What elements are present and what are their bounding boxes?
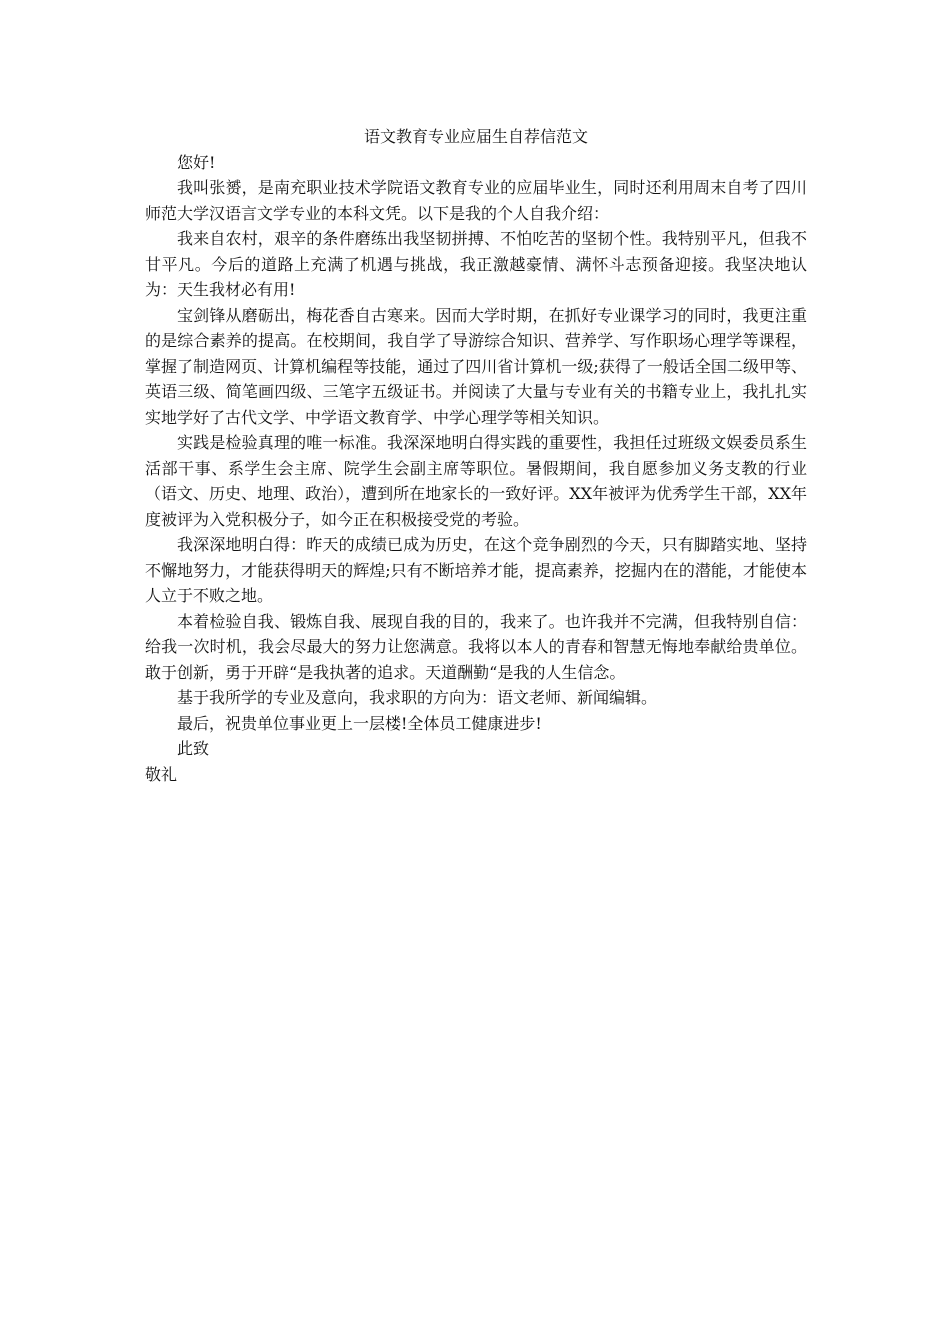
closing-jingli: 敬礼 [145, 764, 178, 784]
paragraph-study: 宝剑锋从磨砺出，梅花香自古寒来。因而大学时期，在抓好专业课学习的同时，我更注重的是综合素养的提高。在校期间，我自学了导游综合知识、营养学、写作职场心理学等课程，掌握了制造网页、计算机编程等技能，通过了四川省计算机一级;获得了一般话全国二级甲等、英语三级、简笔画四级、三笔字五级证书。并阅读了大量与专业有关的书籍专业上，我扎扎实实地学好了古代文学、中学语文教育学、中学心理学等相关知识。 [145, 305, 807, 427]
paragraph-practice: 实践是检验真理的唯一标准。我深深地明白得实践的重要性，我担任过班级文娱委员系生活部干事、系学生会主席、院学生会副主席等职位。暑假期间，我自愿参加义务支教的行业（语文、历史、地理、政治），遭到所在地家长的一致好评。XX年被评为优秀学生干部，XX年度被评为入党积极分子，如今正在积极接受党的考验。 [145, 433, 807, 529]
paragraph-confidence: 本着检验自我、锻炼自我、展现自我的目的，我来了。也许我并不完满，但我特别自信：给我一次时机，我会尽最大的努力让您满意。我将以本人的青春和智慧无悔地奉献给贵单位。敢于创新，勇于开辟“是我执著的追求。天道酬勤“是我的人生信念。 [145, 611, 807, 682]
paragraph-wishes: 最后，祝贵单位事业更上一层楼!全体员工健康进步! [177, 713, 542, 733]
document-title: 语文教育专业应届生自荐信范文 [363, 127, 588, 146]
paragraph-understanding: 我深深地明白得：昨天的成绩已成为历史，在这个竞争剧烈的今天，只有脚踏实地、坚持不懈地努力，才能获得明天的辉煌;只有不断培养才能，提高素养，挖掘内在的潜能，才能使本人立于不败之地。 [145, 535, 807, 605]
letter-body [145, 124, 807, 787]
paragraph-cizhi: 此致 [177, 739, 210, 758]
greeting: 您好! [177, 152, 216, 172]
paragraph-intro: 我叫张赟，是南充职业技术学院语文教育专业的应届毕业生，同时还利用周末自考了四川师范大学汉语言文学专业的本科文凭。以下是我的个人自我介绍： [145, 178, 807, 223]
paragraph-background: 我来自农村，艰辛的条件磨练出我坚韧拼搏、不怕吃苦的坚韧个性。我特别平凡，但我不甘平凡。今后的道路上充满了机遇与挑战，我正激越豪情、满怀斗志预备迎接。我坚决地认为：天生我材必有用! [145, 229, 807, 299]
paragraph-job-direction: 基于我所学的专业及意向，我求职的方向为：语文老师、新闻编辑。 [177, 688, 658, 707]
